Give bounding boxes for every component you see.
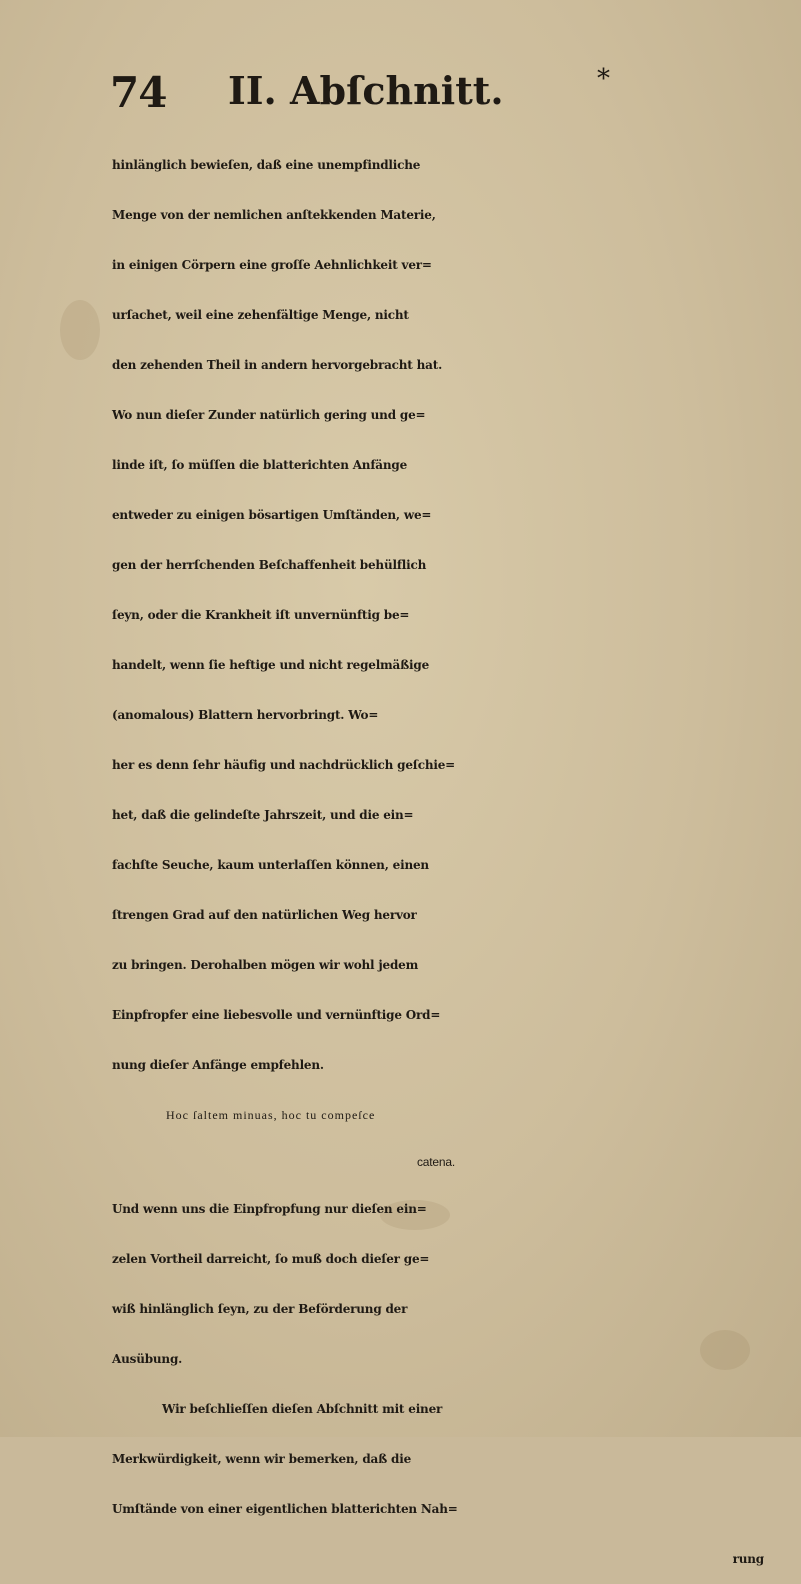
text-line: zelen Vortheil darreicht, ſo muß doch dieſer ge= (112, 1252, 430, 1266)
section-title: II. Abſchnitt. (228, 68, 504, 113)
latin-quote-line: Hoc ſaltem minuas, hoc tu compeſce (166, 1108, 376, 1122)
text-line: Einpfropfer eine liebesvolle und vernünftige Ord= (112, 1008, 441, 1022)
text-line: fachſte Seuche, kaum unterlaſſen können, einen (112, 858, 429, 872)
text-line: (anomalous) Blattern hervorbringt. Wo= (112, 708, 379, 722)
text-line: Wir beſchlieſſen dieſen Abſchnitt mit einer (162, 1402, 443, 1416)
text-line: urſachet, weil eine zehenfältige Menge, nicht (112, 308, 409, 322)
asterisk-ornament-icon: * (597, 64, 610, 94)
text-line: Wo nun dieſer Zunder natürlich gering und ge= (112, 408, 426, 422)
text-line: her es denn ſehr häufig und nachdrücklich geſchie= (112, 758, 456, 772)
text-line: het, daß die gelindeſte Jahrszeit, und die ein= (112, 808, 414, 822)
main-text (112, 140, 772, 1584)
text-line: nung dieſer Anfänge empfehlen. (112, 1058, 324, 1072)
catchword: rung (732, 1552, 764, 1566)
page-number: 74 (110, 68, 167, 117)
paper-stain (60, 300, 100, 360)
latin-quote-end: catena. (417, 1155, 455, 1169)
text-line: ſtrengen Grad auf den natürlichen Weg hervor (112, 908, 417, 922)
text-line: gen der herrſchenden Beſchaffenheit behülflich (112, 558, 427, 572)
text-line: in einigen Cörpern eine groſſe Aehnlichkeit ver= (112, 258, 432, 272)
text-line: Ausübung. (112, 1352, 183, 1366)
text-line: hinlänglich bewieſen, daß eine unempfindliche (112, 158, 421, 172)
text-line: ſeyn, oder die Krankheit iſt unvernünftig be= (112, 608, 410, 622)
text-line: zu bringen. Derohalben mögen wir wohl jedem (112, 958, 419, 972)
running-header (110, 62, 750, 122)
text-line: Umſtände von einer eigentlichen blatterichten Nah= (112, 1502, 458, 1516)
text-line: wiß hinlänglich ſeyn, zu der Beförderung der (112, 1302, 408, 1316)
text-line: entweder zu einigen bösartigen Umſtänden, we= (112, 508, 432, 522)
text-line: Merkwürdigkeit, wenn wir bemerken, daß die (112, 1452, 412, 1466)
text-line: Menge von der nemlichen anſtekkenden Materie, (112, 208, 436, 222)
text-line: linde iſt, ſo müſſen die blatterichten Anfänge (112, 458, 408, 472)
text-line: handelt, wenn ſie heftige und nicht regelmäßige (112, 658, 430, 672)
text-line: den zehenden Theil in andern hervorgebracht hat. (112, 358, 443, 372)
text-line: Und wenn uns die Einpfropfung nur dieſen ein= (112, 1202, 427, 1216)
